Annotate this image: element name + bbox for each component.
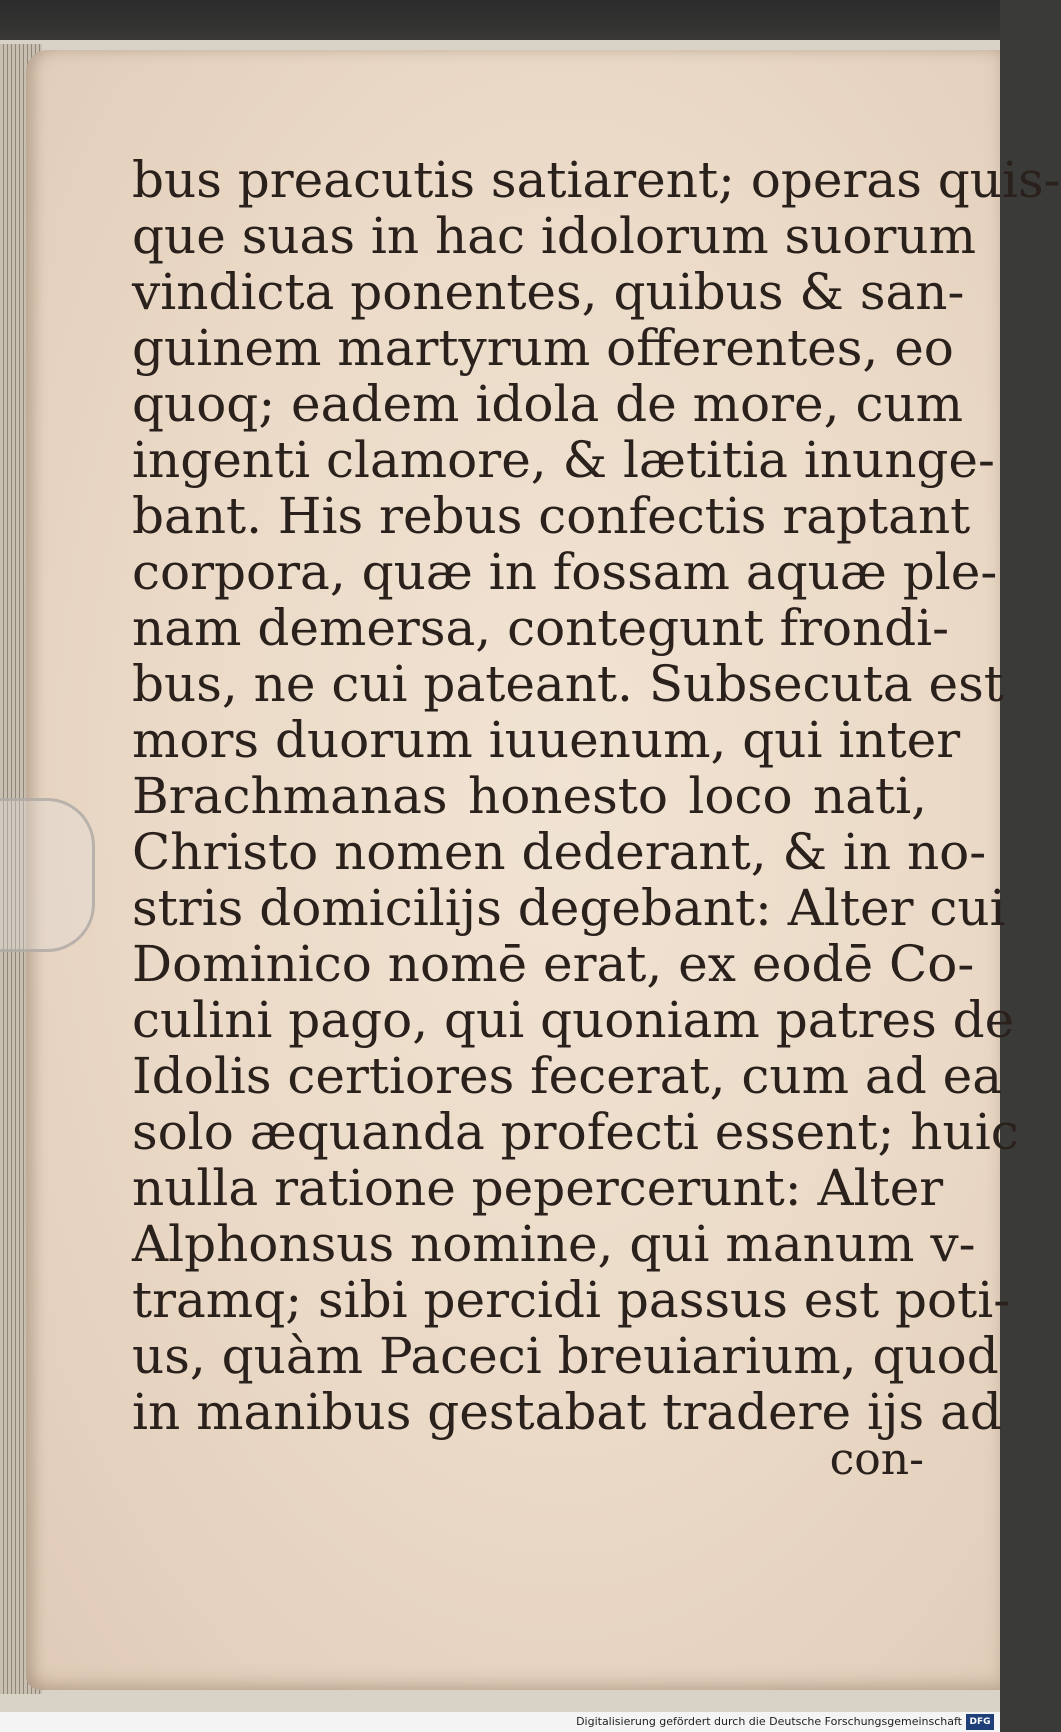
page-text	[132, 151, 1061, 1441]
text-line: Christo nomen dederant, & in no-	[132, 823, 987, 881]
text-line: mors duorum iuuenum, qui inter	[132, 711, 961, 769]
text-line: culini pago, qui quoniam patres de	[132, 991, 1015, 1049]
text-line: nam demersa, contegunt frondi-	[132, 599, 950, 657]
text-line: tramq; sibi percidi passus est poti-	[132, 1271, 1011, 1329]
text-line: vindicta ponentes, quibus & san-	[132, 263, 965, 321]
page-clip	[0, 798, 95, 952]
text-line: Dominico nomē erat, ex eodē Co-	[132, 935, 975, 993]
text-line: solo æquanda profecti essent; huic	[132, 1103, 1019, 1161]
dfg-logo: DFG	[966, 1714, 994, 1730]
text-line: guinem martyrum offerentes, eo	[132, 319, 954, 377]
text-line: Brachmanas honesto loco nati,	[132, 767, 927, 825]
catchword: con-	[829, 1434, 924, 1485]
digitization-credit: Digitalisierung gefördert durch die Deutsche Forschungsgemeinschaft	[576, 1715, 962, 1728]
text-line: us, quàm Paceci breuiarium, quod	[132, 1327, 999, 1385]
text-line: ingenti clamore, & lætitia inunge-	[132, 431, 995, 489]
text-line: corpora, quæ in fossam aquæ ple-	[132, 543, 998, 601]
text-line: stris domicilijs degebant: Alter cui	[132, 879, 1006, 937]
text-line: bus preacutis satiarent; operas quis-	[132, 151, 1061, 209]
text-line: bant. His rebus confectis raptant	[132, 487, 971, 545]
text-line: nulla ratione pepercerunt: Alter	[132, 1159, 944, 1217]
text-line: quoq; eadem idola de more, cum	[132, 375, 964, 433]
text-line: Idolis certiores fecerat, cum ad ea	[132, 1047, 1003, 1105]
text-line: in manibus gestabat tradere ijs ad	[132, 1383, 1002, 1441]
text-line: que suas in hac idolorum suorum	[132, 207, 976, 265]
text-line: bus, ne cui pateant. Subsecuta est	[132, 655, 1004, 713]
text-line: Alphonsus nomine, qui manum v-	[132, 1215, 976, 1273]
